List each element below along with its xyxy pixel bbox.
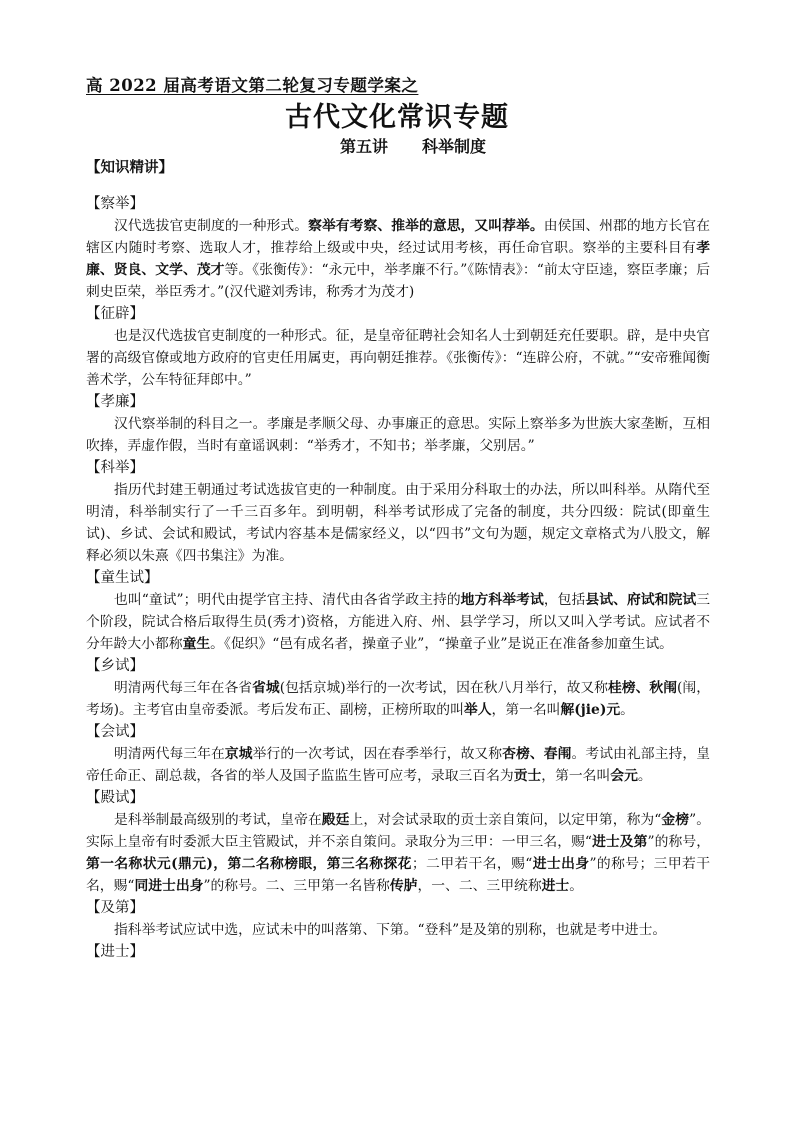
bold-text: 进士 [541, 878, 570, 894]
entry-paragraph [86, 809, 710, 897]
entry-paragraph [86, 413, 710, 457]
bold-text: 进士及第 [592, 834, 648, 850]
text: 汉代选拔官吏制度的一种形式。 [114, 218, 309, 234]
lecture-number: 第五讲 [340, 137, 389, 156]
lecture-topic: 科举制度 [422, 137, 487, 156]
entry-paragraph [86, 589, 710, 655]
entry-paragraph [86, 919, 710, 941]
bold-text: 第一名称状元(鼎元)，第二名称榜眼，第三名称探花 [86, 856, 412, 872]
entry-term: 【进士】 [86, 944, 144, 960]
text: ”的称号；三甲若干名，赐“ [86, 856, 710, 894]
bold-text: 传胪 [389, 878, 418, 894]
page-title: 古代文化常识专题 [285, 102, 509, 133]
series-title: 高 2022 届高考语文第二轮复习专题学案之 [86, 76, 419, 95]
bold-text: 孝廉、贤良、文学、茂才 [86, 240, 710, 278]
bold-text: 地方科举考试 [460, 592, 544, 608]
bold-text: 童生 [182, 636, 211, 652]
text: ，一、二、三甲统称 [417, 878, 542, 894]
bold-text: 察举有考察、推举的意思，又叫荐举。 [308, 218, 544, 234]
bold-text: 贡士 [513, 768, 542, 784]
lecture-subtitle [340, 134, 486, 157]
text: ，第一名叫 [541, 768, 611, 784]
entry-term: 【乡试】 [86, 658, 144, 674]
text: (包括京城)举行的一次考试，因在秋八月举行，故又称 [279, 680, 608, 696]
text: 三个阶段，院试合格后取得生员(秀才)资格，方能进入府、州、县学学习，所以又叫入学考试。应试者不分年龄大小都称 [86, 592, 711, 652]
text: (闱，考场)。主考官由皇帝委派。考后发布正、副榜，正榜所取的叫 [86, 680, 711, 718]
entry-term: 【会试】 [86, 724, 144, 740]
text: ；二甲若干名，赐“ [411, 856, 533, 872]
text: 也叫“童试”；明代由提学官主持、清代由各省学政主持的 [114, 592, 461, 608]
text: 。 [620, 702, 634, 718]
entry-term: 【察举】 [86, 196, 144, 212]
text: 也是汉代选拔官吏制度的一种形式。征，是皇帝征聘社会知名人士到朝廷充任要职。辟，是中央官署的高级官僚或地方政府的官吏任用属吏，再向朝廷推荐。《张衡传》：“连辟公府，不就。”“安帝雅闻衡善术学，公车特征拜郎中。” [86, 328, 710, 388]
bold-text: 解(jie)元 [560, 702, 621, 718]
entry-paragraph [86, 479, 710, 567]
bold-text: 会元 [610, 768, 638, 784]
text: ，第一名叫 [491, 702, 561, 718]
entry-term: 【征辟】 [86, 306, 144, 322]
text: 明清两代每三年在各省 [114, 680, 253, 696]
entry-term: 【童生试】 [86, 570, 159, 586]
entries-list [86, 193, 710, 963]
entry-term: 【及第】 [86, 900, 144, 916]
bold-text: 举人 [463, 702, 492, 718]
section-label: 【知识精讲】 [86, 159, 173, 176]
text: 上，对会试录取的贡士亲自策问，以定甲第，称为“ [349, 812, 662, 828]
bold-text: 杏榜、春闱 [502, 746, 572, 762]
entry-paragraph [86, 215, 710, 303]
text: 。考试由礼部主持，皇帝任命正、副总裁，各省的举人及国子监监生皆可应考，录取三百名为 [86, 746, 711, 784]
entry-term: 【孝廉】 [86, 394, 144, 410]
text: ”的称号。二、三甲第一名皆称 [203, 878, 390, 894]
entry-paragraph [86, 743, 710, 787]
text: 指历代封建王朝通过考试选拔官吏的一种制度。由于采用分科取士的办法，所以叫科举。从隋代至明清，科举制实行了一千三百多年。到明朝，科举考试形成了完备的制度，共分四级：院试(即童生试)、乡试、会试和殿试，考试内容基本是儒家经义，以“四书”文句为题，规定文章格式为八股文，解释必须以朱熹《四书集注》为准。 [86, 482, 710, 564]
entry-term: 【殿试】 [86, 790, 144, 806]
entry-term: 【科举】 [86, 460, 144, 476]
text: ，包括 [543, 592, 586, 608]
text: 举行的一次考试，因在春季举行，故又称 [252, 746, 503, 762]
text: 。《促织》“邑有成名者，操童子业”，“操童子业”是说正在准备参加童生试。 [210, 636, 673, 652]
bold-text: 同进士出身 [134, 878, 204, 894]
text: 是科举制最高级别的考试，皇帝在 [114, 812, 322, 828]
text: 等。《张衡传》：“永元中，举孝廉不行。”《陈情表》：“前太守臣逵，察臣孝廉；后刺史臣荣，举臣秀才。”(汉代避刘秀讳，称秀才为茂才) [86, 262, 710, 300]
bold-text: 殿廷 [321, 812, 350, 828]
bold-text: 京城 [224, 746, 253, 762]
bold-text: 省城 [252, 680, 280, 696]
text: 汉代察举制的科目之一。孝廉是孝顺父母、办事廉正的意思。实际上察举多为世族大家垄断，互相吹捧，弄虚作假，当时有童谣讽刺：“举秀才，不知书；举孝廉，父别居。” [86, 416, 710, 454]
bold-text: 桂榜、秋闱 [608, 680, 678, 696]
entry-paragraph [86, 677, 710, 721]
text: ”。实际上皇帝有时委派大臣主管殿试，并不亲自策问。录取分为三甲：一甲三名，赐“ [86, 812, 711, 850]
bold-text: 进士出身 [532, 856, 590, 872]
text: 明清两代每三年在 [114, 746, 225, 762]
text: 指科举考试应试中选，应试未中的叫落第、下第。“登科”是及第的别称，也就是考中进士。 [114, 922, 667, 938]
text: 由侯国、州郡的地方长官在辖区内随时考察、选取人才，推荐给上级或中央，经过试用考核，再任命官职。察举的主要科目有 [86, 218, 711, 256]
bold-text: 县试、府试和院试 [585, 592, 697, 608]
entry-paragraph [86, 325, 710, 391]
text: 。 [569, 878, 584, 894]
bold-text: 金榜 [661, 812, 690, 828]
text: 。 [637, 768, 652, 784]
text: ”的称号， [647, 834, 710, 850]
